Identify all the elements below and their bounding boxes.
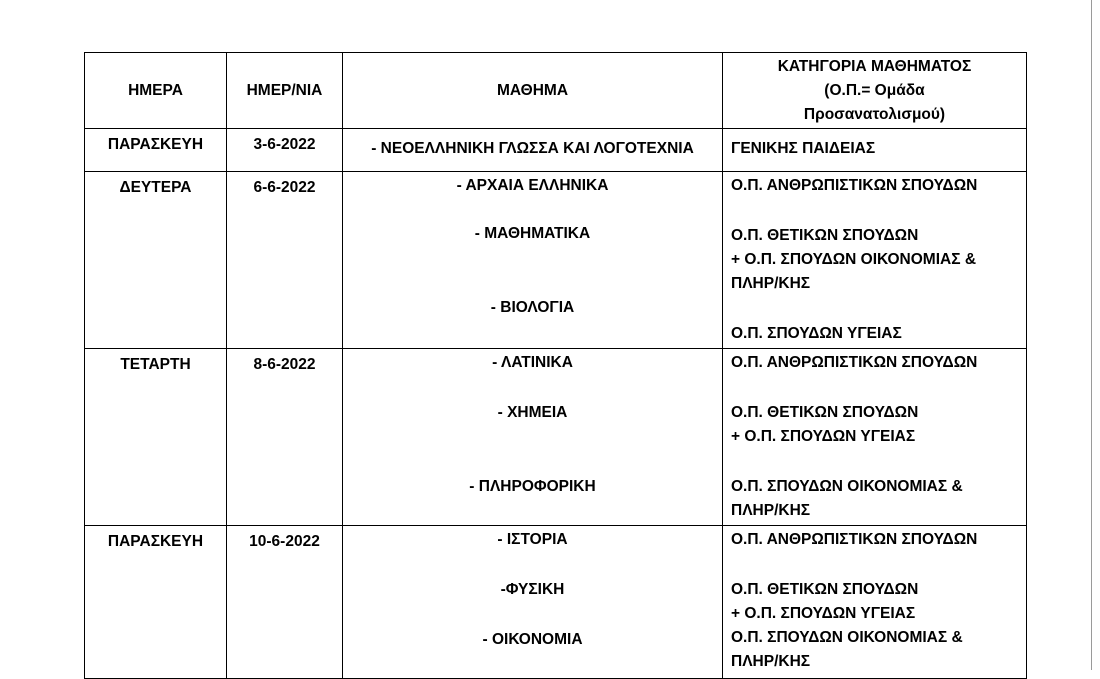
date-cell: 6-6-2022 — [227, 172, 343, 349]
subject-cell: - ΑΡΧΑΙΑ ΕΛΛΗΝΙΚΑ - ΜΑΘΗΜΑΤΙΚΑ - ΒΙΟΛΟΓΙΑ — [343, 172, 723, 349]
table-row — [85, 129, 1027, 172]
date-cell: 3-6-2022 — [227, 129, 343, 172]
header-row — [85, 53, 1027, 129]
header-category: ΚΑΤΗΓΟΡΙΑ ΜΑΘΗΜΑΤΟΣ (Ο.Π.= Ομάδα Προσανατολισμού) — [723, 53, 1027, 129]
category-cell: Ο.Π. ΑΝΘΡΩΠΙΣΤΙΚΩΝ ΣΠΟΥΔΩΝ Ο.Π. ΘΕΤΙΚΩΝ ΣΠΟΥΔΩΝ + Ο.Π. ΣΠΟΥΔΩΝ ΟΙΚΟΝΟΜΙΑΣ & ΠΛΗΡ/ΚΗΣ Ο.Π. ΣΠΟΥΔΩΝ ΥΓΕΙΑΣ — [723, 172, 1027, 349]
category-cell: ΓΕΝΙΚΗΣ ΠΑΙΔΕΙΑΣ — [723, 129, 1027, 172]
day-cell: ΠΑΡΑΣΚΕΥΗ — [85, 526, 227, 679]
category-cell: Ο.Π. ΑΝΘΡΩΠΙΣΤΙΚΩΝ ΣΠΟΥΔΩΝ Ο.Π. ΘΕΤΙΚΩΝ ΣΠΟΥΔΩΝ + Ο.Π. ΣΠΟΥΔΩΝ ΥΓΕΙΑΣ Ο.Π. ΣΠΟΥΔΩΝ ΟΙΚΟΝΟΜΙΑΣ & ΠΛΗΡ/ΚΗΣ — [723, 526, 1027, 679]
table-row — [85, 172, 1027, 349]
subject-cell: - ΛΑΤΙΝΙΚΑ - ΧΗΜΕΙΑ - ΠΛΗΡΟΦΟΡΙΚΗ — [343, 349, 723, 526]
exam-schedule-table — [84, 52, 1027, 679]
date-cell: 10-6-2022 — [227, 526, 343, 679]
header-date: ΗΜΕΡ/ΝΙΑ — [227, 53, 343, 129]
table-row — [85, 349, 1027, 526]
table-row — [85, 526, 1027, 679]
day-cell: ΔΕΥΤΕΡΑ — [85, 172, 227, 349]
date-cell: 8-6-2022 — [227, 349, 343, 526]
day-cell: ΠΑΡΑΣΚΕΥΗ — [85, 129, 227, 172]
header-subject: ΜΑΘΗΜΑ — [343, 53, 723, 129]
page-edge-divider — [1091, 0, 1092, 670]
subject-cell: - ΝΕΟΕΛΛΗΝΙΚΗ ΓΛΩΣΣΑ ΚΑΙ ΛΟΓΟΤΕΧΝΙΑ — [343, 129, 723, 172]
day-cell: ΤΕΤΑΡΤΗ — [85, 349, 227, 526]
header-day: ΗΜΕΡΑ — [85, 53, 227, 129]
category-cell: Ο.Π. ΑΝΘΡΩΠΙΣΤΙΚΩΝ ΣΠΟΥΔΩΝ Ο.Π. ΘΕΤΙΚΩΝ ΣΠΟΥΔΩΝ + Ο.Π. ΣΠΟΥΔΩΝ ΥΓΕΙΑΣ Ο.Π. ΣΠΟΥΔΩΝ ΟΙΚΟΝΟΜΙΑΣ & ΠΛΗΡ/ΚΗΣ — [723, 349, 1027, 526]
subject-cell: - ΙΣΤΟΡΙΑ -ΦΥΣΙΚΗ - ΟΙΚΟΝΟΜΙΑ — [343, 526, 723, 679]
